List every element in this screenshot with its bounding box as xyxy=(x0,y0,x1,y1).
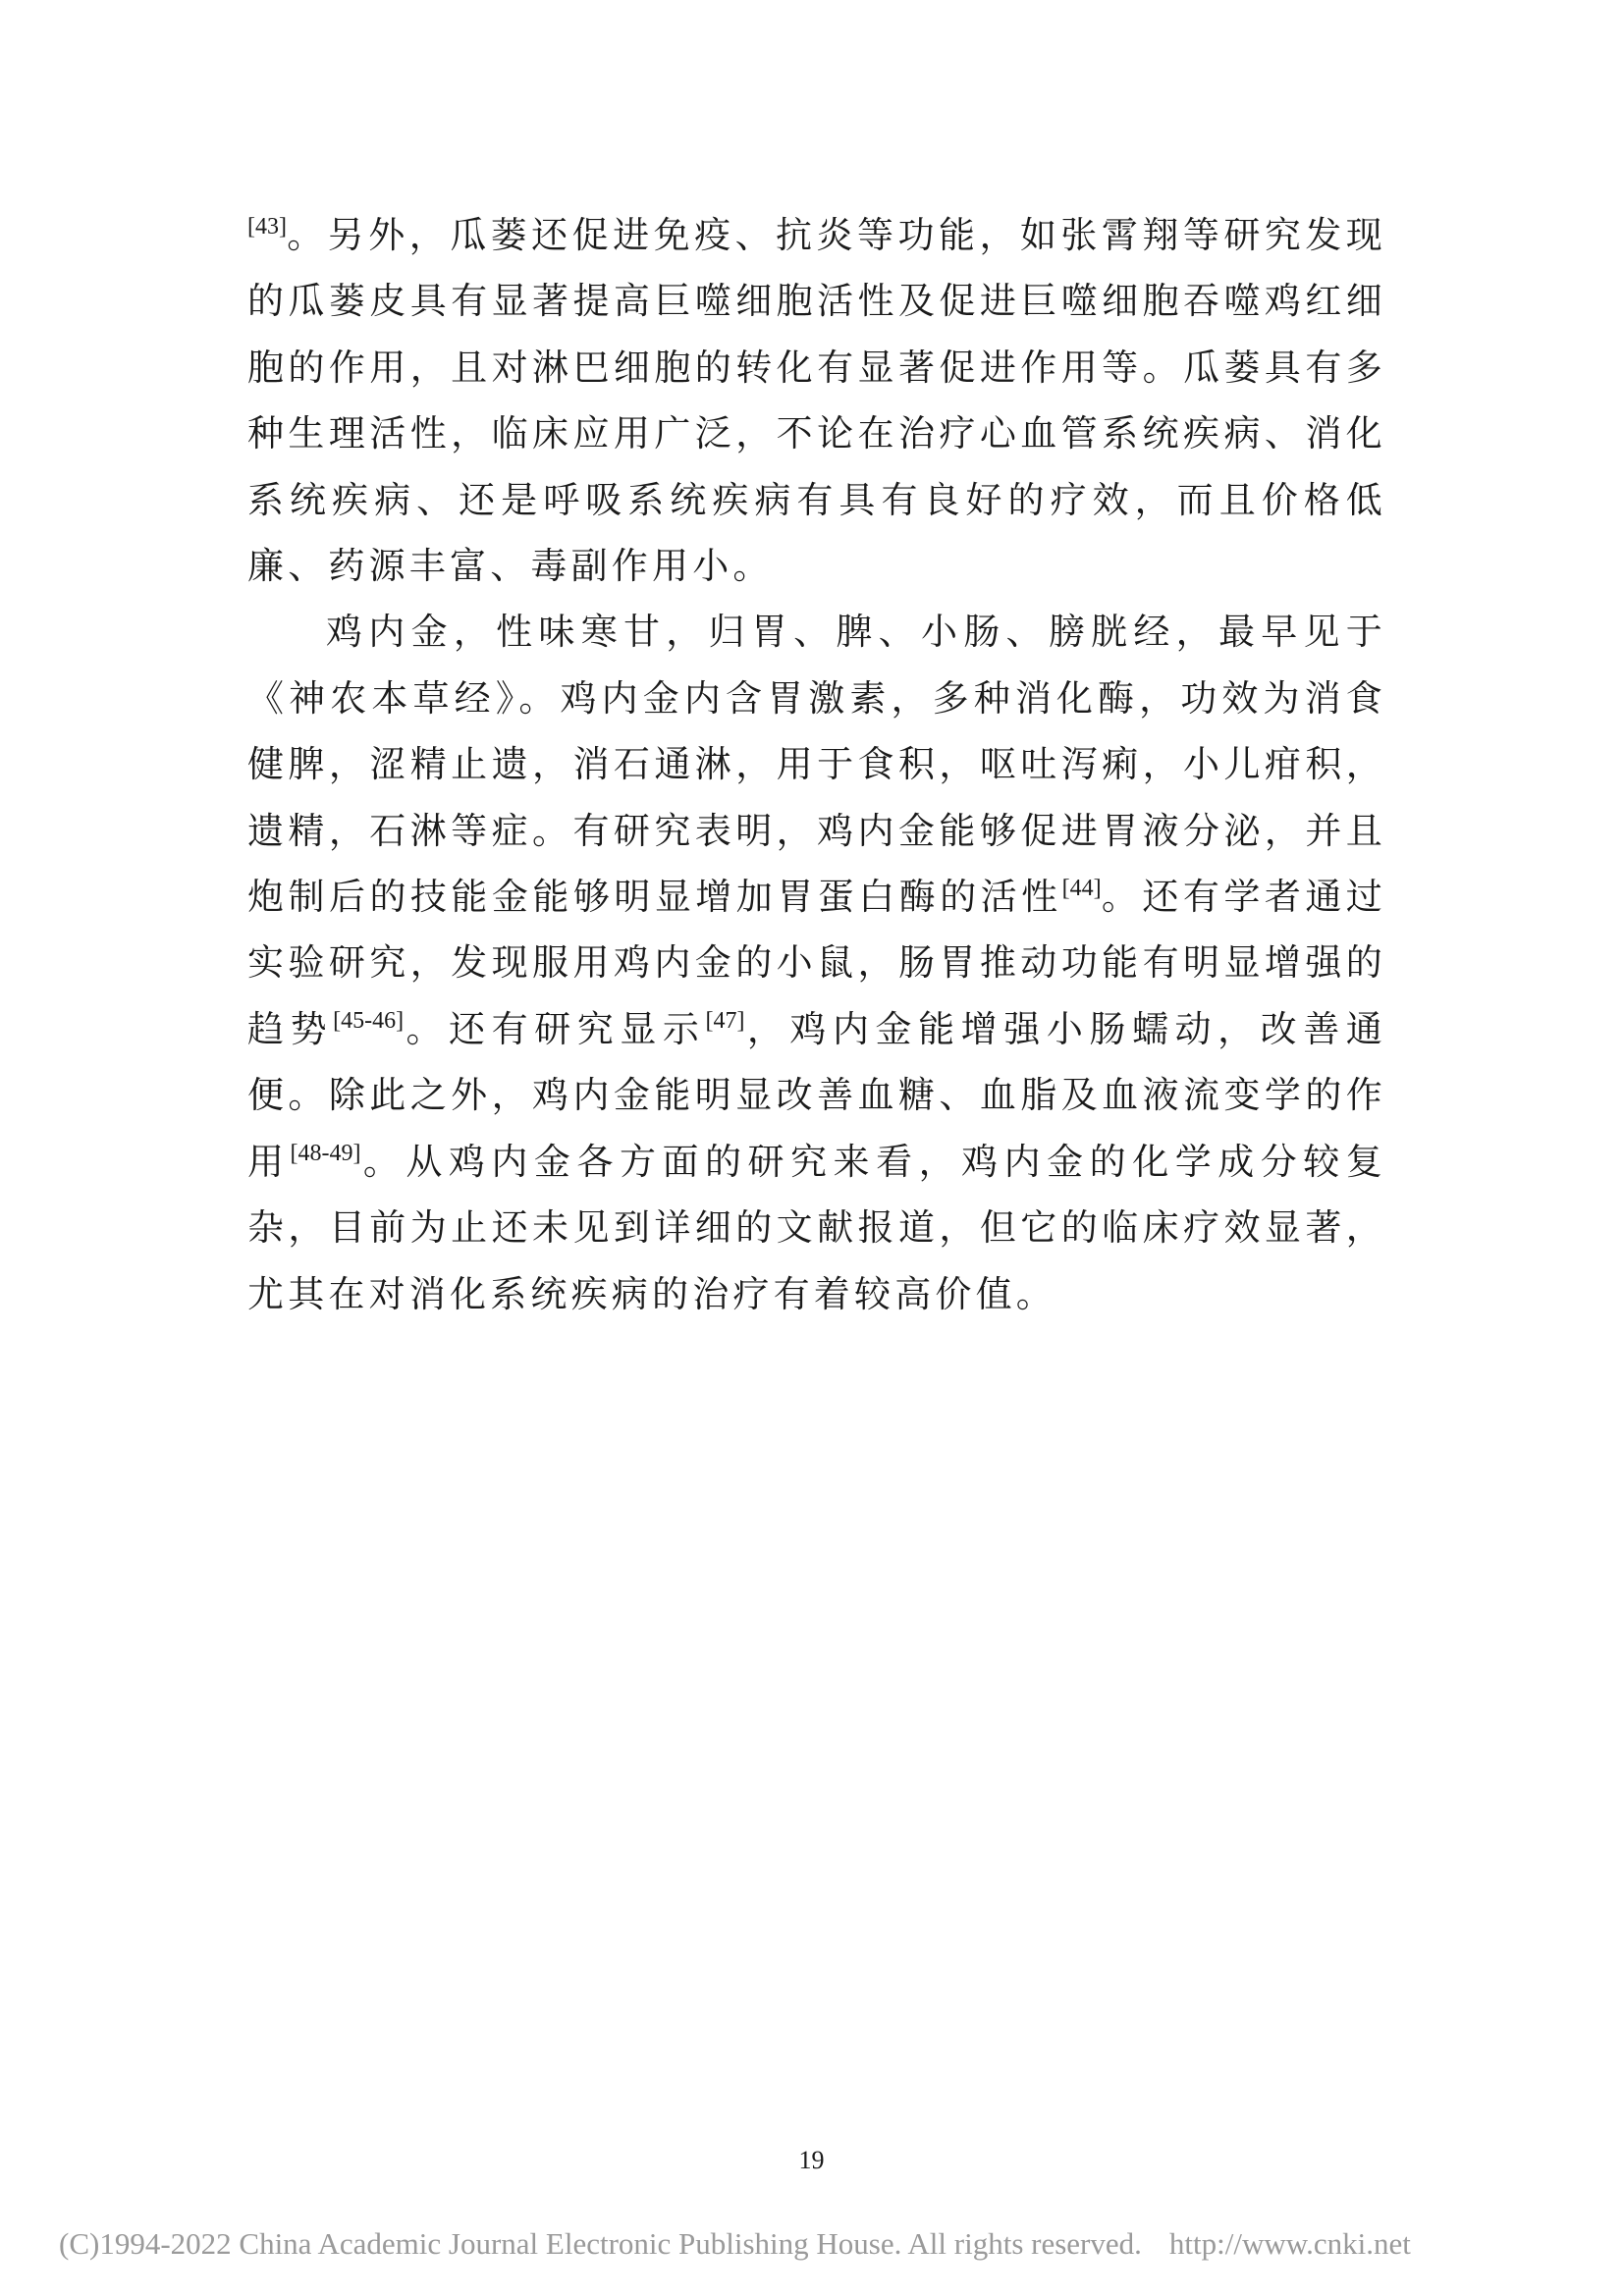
cnki-url[interactable]: http://www.cnki.net xyxy=(1168,2226,1411,2261)
paragraph-gualou-text: 。另外，瓜蒌还促进免疫、抗炎等功能，如张霄翔等研究发现的瓜蒌皮具有显著提高巨噬细胞活性及促进巨噬细胞吞噬鸡红细胞的作用，且对淋巴细胞的转化有显著促进作用等。瓜蒌具有多种生理活性，临床应用广泛，不论在治疗心血管系统疾病、消化系统疾病、还是呼吸系统疾病有具有良好的疗效，而且价格低廉、药源丰富、毒副作用小。 xyxy=(247,214,1386,588)
paragraph-jineijin-text-4: ，鸡内金能增强小肠蠕动，改善通便。除此之外，鸡内金能明显改善血糖、血脂及血液流变学的作用 xyxy=(247,1007,1386,1183)
page-body xyxy=(247,202,1386,1327)
paragraph-jineijin-text-1: 鸡内金，性味寒甘，归胃、脾、小肠、膀胱经，最早见于《神农本草经》。鸡内金内含胃激素，多种消化酶，功效为消食健脾，涩精止遗，消石通淋，用于食积，呕吐泻痢，小儿疳积，遗精，石淋等症。有研究表明，鸡内金能够促进胃液分泌，并且炮制后的技能金能够明显增加胃蛋白酶的活性 xyxy=(247,611,1386,919)
page-number: 19 xyxy=(798,2146,825,2174)
citation-47[interactable]: [47] xyxy=(705,1007,745,1034)
citation-43[interactable]: [43] xyxy=(247,214,287,240)
paragraph-gualou xyxy=(247,202,1386,599)
paragraph-jineijin-text-2: 。还有学者通过实验研究，发现服用鸡内金的小鼠，肠胃推动功能有明显增强的趋势 xyxy=(247,876,1386,1050)
paragraph-jineijin xyxy=(247,599,1386,1326)
copyright-footer xyxy=(59,2226,1591,2262)
citation-44[interactable]: [44] xyxy=(1061,876,1102,902)
citation-45-46[interactable]: [45-46] xyxy=(333,1007,405,1034)
paragraph-jineijin-text-3: 。还有研究显示 xyxy=(404,1007,706,1050)
copyright-text: (C)1994-2022 China Academic Journal Electronic Publishing House. All rights reserved. xyxy=(59,2226,1142,2261)
citation-48-49[interactable]: [48-49] xyxy=(290,1140,361,1166)
paragraph-jineijin-text-5: 。从鸡内金各方面的研究来看，鸡内金的化学成分较复杂，目前为止还未见到详细的文献报道，但它的临床疗效显著，尤其在对消化系统疾病的治疗有着较高价值。 xyxy=(247,1140,1386,1315)
